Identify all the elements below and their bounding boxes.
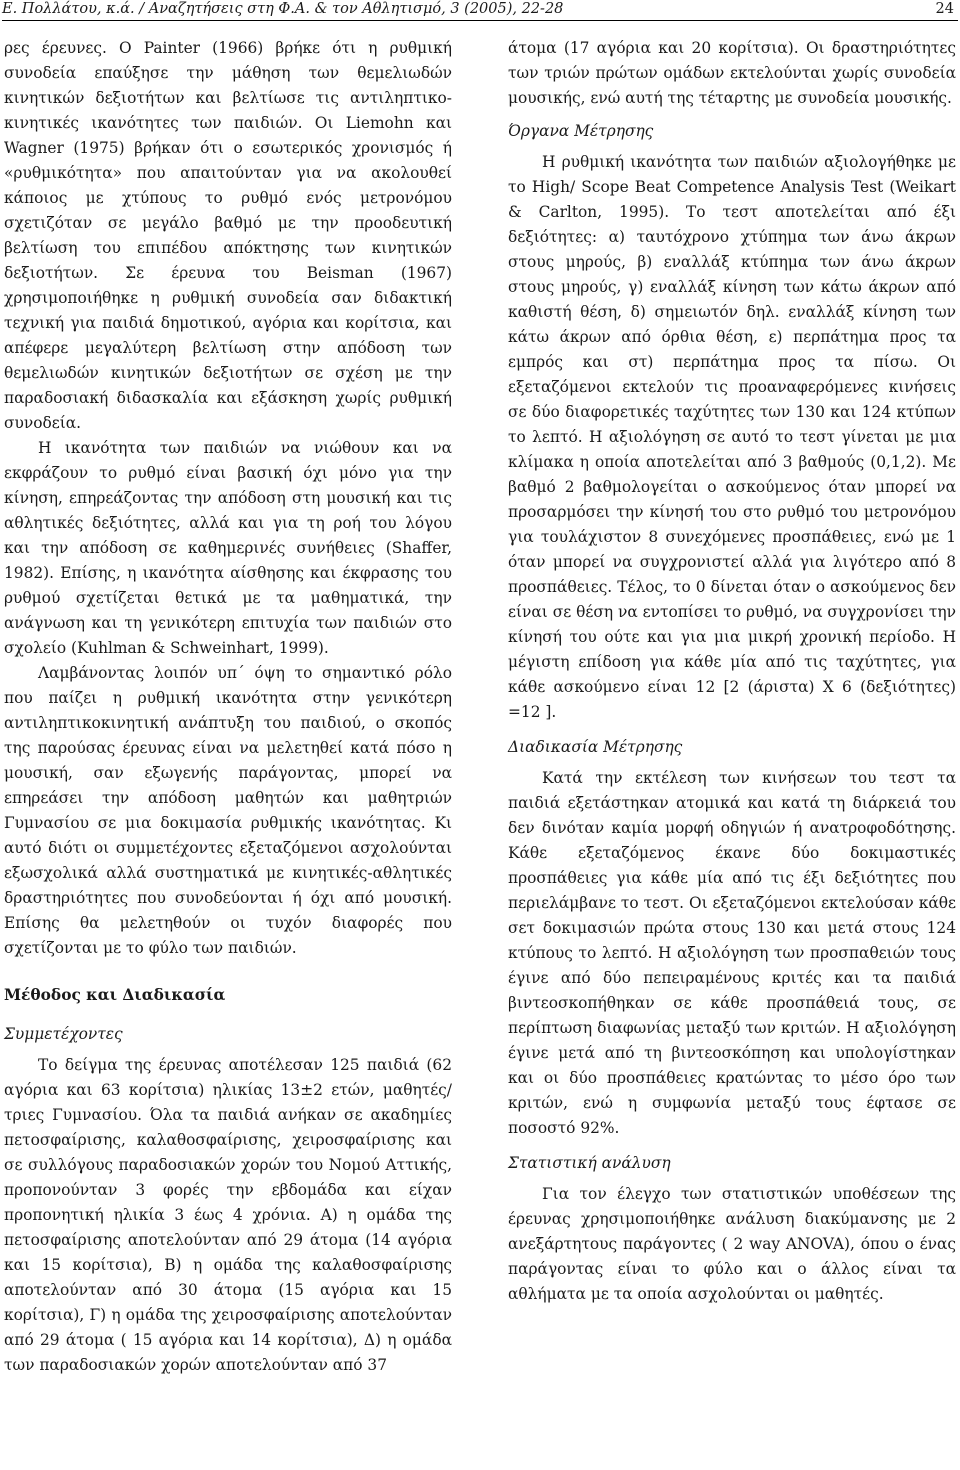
right-paragraph-4: Για τον έλεγχο των στατιστικών υποθέσεων της έρευνας χρησιμοποιήθηκε ανάλυση διακύμανσης με 2 ανεξάρτητους παράγοντες ( 2 way ANOVA), όπου ο ένας παράγοντας είναι το φύλο και ο άλλος είναι τα αθλήματα με τα οποία ασχολούνται οι μαθητές.: [508, 1185, 956, 1303]
right-paragraph-2: Η ρυθμική ικανότητα των παιδιών αξιολογήθηκε με το High/ Scope Beat Competence Analysis Test (Weikart & Carlton, 1995). Το τεστ αποτελείται από έξι δεξιότητες: α) ταυτόχρονο χτύπημα των άνω άκρων στους μηρούς, β) εναλλάξ κτύπημα των άνω άκρων στους μηρούς, γ) εναλλάξ κίνηση των κάτω άκρων από καθιστή θέση, δ) σημειωτόν δηλ. εναλλάξ κίνηση των κάτω άκρων από όρθια θέση, ε) περπάτημα προς τα εμπρός και στ) περπάτημα προς τα πίσω. Οι εξεταζόμενοι εκτελούν τις προαναφερόμενες κινήσεις σε δύο διαφορετικές ταχύτητες των 130 και 124 κτύπων το λεπτό. Η αξιολόγηση σε αυτό το τεστ γίνεται με μια κλίμακα η οποία αποτελείται από 3 βαθμούς (0,1,2). Με βαθμό 2 βαθμολογείται ο ασκούμενος όταν μπορεί να προσαρμόσει την κίνησή του στο ρυθμό του μετρονόμου για τουλάχιστον 8 συνεχόμενες προσπάθειες, ενώ με 1 όταν μπορεί να συγχρονιστεί αλλά για λιγότερο από 8 προσπάθειες. Τέλος, το 0 δίνεται όταν ο ασκούμενος δεν είναι σε θέση να εντοπίσει το ρυθμό, να συγχρονίσει την κίνησή του ούτε και για μια μικρή χρονική περίοδο. Η μέγιστη επίδοση για κάθε μία από τις ταχύτητες, για κάθε ασκούμενο είναι 12 [2 (άριστα) Χ 6 (δεξιότητες) =12 ].: [508, 153, 956, 721]
right-column: [508, 36, 956, 1307]
left-paragraph-1: ρες έρευνες. Ο Painter (1966) βρήκε ότι η ρυθμική συνοδεία επαύξησε την μάθηση των θεμελιωδών κινητικών δεξιοτήτων και βελτίωσε τις αντιληπτικο-κινητικές ικανότητες των παιδιών. Οι Liemohn και Wagner (1975) βρήκαν ότι ο εσωτερικός χρονισμός ή «ρυθμικότητα» που απαιτούνταν για να ακολουθεί κάποιος με χτύπους το ρυθμό ενός μετρονόμου σχετιζόταν σε μεγάλο βαθμό με την προοδευτική βελτίωση του επιπέδου απόκτησης των κινητικών δεξιοτήτων. Σε έρευνα του Beisman (1967) χρησιμοποιήθηκε η ρυθμική συνοδεία σαν διδακτική τεχνική για παιδιά δημοτικού, αγόρια και κορίτσια, και απέφερε μεγαλύτερη βελτίωση στην απόδοση των θεμελιωδών κινητικών δεξιοτήτων σε σχέση με την παραδοσιακή διδασκαλία και εξάσκηση χωρίς ρυθμική συνοδεία.: [4, 39, 452, 432]
left-column: [4, 36, 452, 1378]
right-paragraph-3: Κατά την εκτέλεση των κινήσεων του τεστ τα παιδιά εξετάστηκαν ατομικά και κατά τη διάρκειά του δεν δινόταν καμία μορφή οδηγιών ή ανατροφοδότησης. Κάθε εξεταζόμενος έκανε δύο δοκιμαστικές προσπάθειες για κάθε μία από τις έξι δεξιότητες που περιελάμβανε το τεστ. Οι εξεταζόμενοι εκτελούσαν κάθε σετ δοκιμασιών πρώτα στους 130 και μετά στους 124 κτύπους το λεπτό. Η αξιολόγηση των προσπαθειών τους έγινε από δύο πεπειραμένους κριτές και τα παιδιά βιντεοσκοπήθηκαν σε κάθε προσπάθειά τους, σε περίπτωση διαφωνίας μεταξύ των κριτών. Η αξιολόγηση έγινε μετά από τη βιντεοσκόπηση και υπολογίστηκαν και οι δύο προσπάθειες κρατώντας το μέσο όρο των κριτών, ενώ η συμφωνία μεταξύ τους έφτασε σε ποσοστό 92%.: [508, 769, 956, 1137]
running-title: Ε. Πολλάτου, κ.ά. / Αναζητήσεις στη Φ.Α. & τον Αθλητισμό, 3 (2005), 22-28: [2, 1, 564, 17]
left-paragraph-4: Το δείγμα της έρευνας αποτέλεσαν 125 παιδιά (62 αγόρια και 63 κορίτσια) ηλικίας 13±2 ετών, μαθητές/τριες Γυμνασίου. Όλα τα παιδιά ανήκαν σε ακαδημίες πετοσφαίρισης, καλαθοσφαίρισης, χειροσφαίρισης και σε συλλόγους παραδοσιακών χορών του Νομού Αττικής, προπονούνταν 3 φορές την εβδομάδα και είχαν προπονητική ηλικία 3 έως 4 χρόνια. Α) η ομάδα της πετοσφαίρισης αποτελούνταν από 29 άτομα (14 αγόρια και 15 κορίτσια), Β) η ομάδα της καλαθοσφαίρισης αποτελούνταν από 30 άτομα (15 αγόρια και 15 κορίτσια), Γ) η ομάδα της χειροσφαίρισης αποτελούνταν από 29 άτομα ( 15 αγόρια και 14 κορίτσια), Δ) η ομάδα των παραδοσιακών χορών αποτελούνταν από 37: [4, 1056, 452, 1374]
right-paragraph-1: άτομα (17 αγόρια και 20 κορίτσια). Οι δραστηριότητες των τριών πρώτων ομάδων εκτελούνται χωρίς συνοδεία μουσικής, ενώ αυτή της τέταρτης με συνοδεία μουσικής.: [508, 39, 956, 107]
subsection-title-participants: Συμμετέχοντες: [4, 1025, 123, 1043]
left-paragraph-2: Η ικανότητα των παιδιών να νιώθουν και να εκφράζουν το ρυθμό είναι βασική όχι μόνο για την κίνηση, επηρεάζοντας την απόδοση στη μουσική και τις αθλητικές δεξιότητες, αλλά και για τη ροή του λόγου και την απόδοση σε καθημερινές συνήθειες (Shaffer, 1982). Επίσης, η ικανότητα αίσθησης και έκφρασης του ρυθμού σχετίζεται θετικά με τα μαθηματικά, την ανάγνωση και τη γενικότερη επιτυχία των παιδιών στο σχολείο (Kuhlman & Schweinhart, 1999).: [4, 439, 452, 657]
subsection-title-statistics: Στατιστική ανάλυση: [508, 1154, 671, 1172]
running-header: [2, 0, 958, 21]
section-title-methods: Μέθοδος και Διαδικασία: [4, 986, 226, 1004]
subsection-title-instruments: Όργανα Μέτρησης: [508, 122, 654, 140]
subsection-title-procedure: Διαδικασία Μέτρησης: [508, 738, 683, 756]
page-number: 24: [935, 1, 954, 17]
left-paragraph-3: Λαμβάνοντας λοιπόν υπ΄ όψη το σημαντικό ρόλο που παίζει η ρυθμική ικανότητα στην γενικότερη αντιληπτικοκινητική ανάπτυξη του παιδιού, ο σκοπός της παρούσας έρευνας είναι να μελετηθεί κατά πόσο η μουσική, σαν εξωγενής παράγοντας, μπορεί να επηρεάσει την απόδοση μαθητών και μαθητριών Γυμνασίου σε μια δοκιμασία ρυθμικής ικανότητας. Κι αυτό διότι οι συμμετέχοντες εξεταζόμενοι ασχολούνται εξωσχολικά αλλά συστηματικά με κινητικές-αθλητικές δραστηριότητες που συνοδεύονται ή όχι από μουσική. Επίσης θα μελετηθούν οι τυχόν διαφορές που σχετίζονται με το φύλο των παιδιών.: [4, 664, 452, 957]
